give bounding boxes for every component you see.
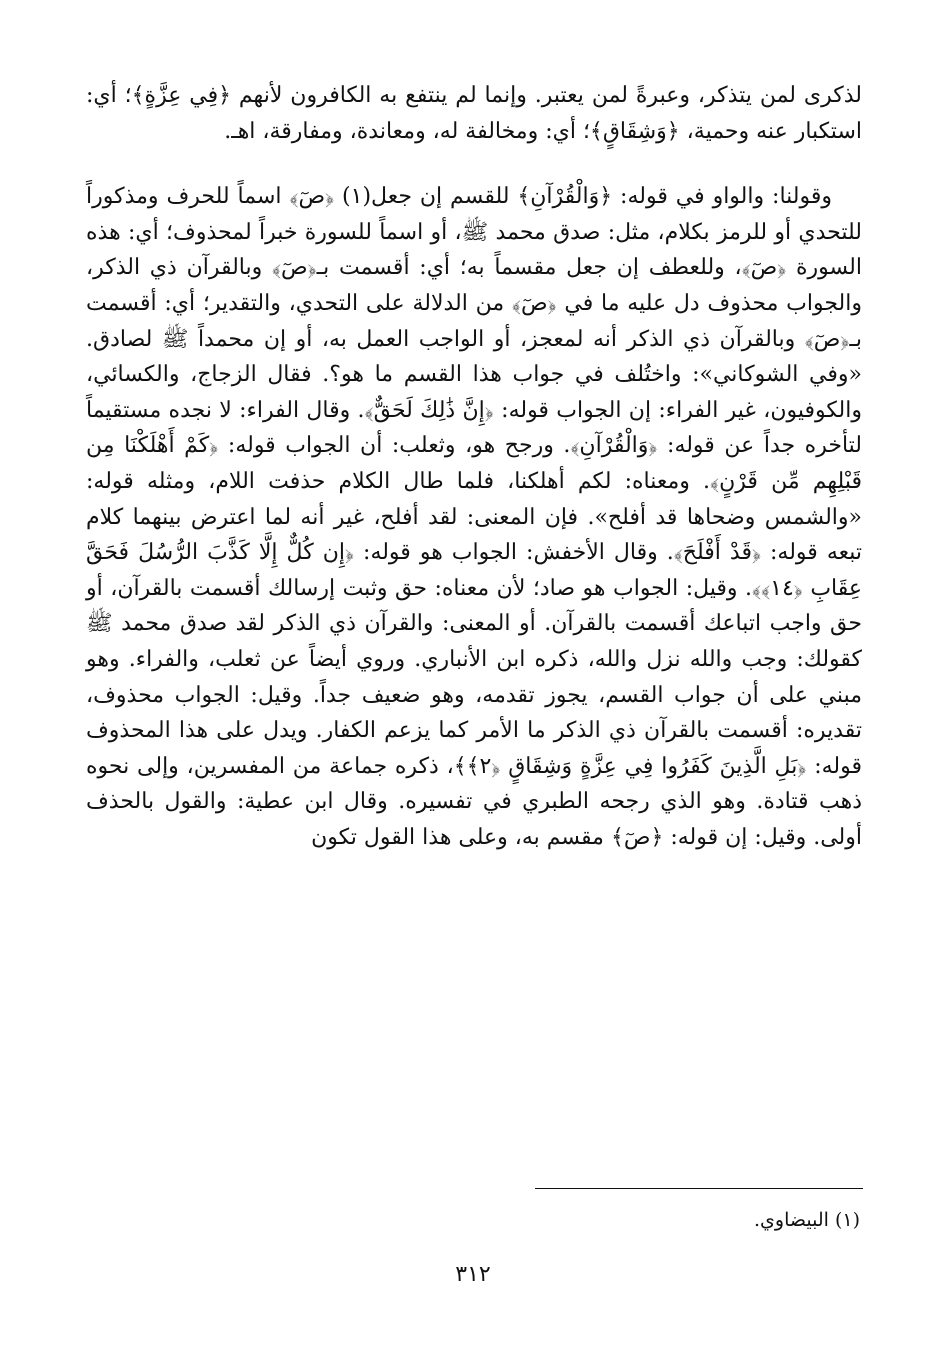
paragraph-2: وقولنا: والواو في قوله: ﴿وَالْقُرْآنِ﴾ للقسم إن جعل(١) ﴿صٓ﴾ اسماً للحرف ومذكوراً للتحدي أو للرمز بكلام، مثل: صدق محمد ﷺ، أو اسماً للسورة خبراً لمحذوف؛ أي: هذه السورة ﴿صٓ﴾، وللعطف إن جعل مقسماً به؛ أي: أقسمت بـ﴿صٓ﴾ وبالقرآن ذي الذكر، والجواب محذوف دل عليه ما في ﴿صٓ﴾ من الدلالة على التحدي، والتقدير؛ أي: أقسمت بـ﴿صٓ﴾ وبالقرآن ذي الذكر أنه لمعجز، أو الواجب العمل به، أو إن محمداً ﷺ لصادق. «وفي الشوكاني»: واختُلف في جواب هذا القسم ما هو؟. فقال الزجاج، والكسائي، والكوفيون، غير الفراء: إن الجواب قوله: ﴿إِنَّ ذَٰلِكَ لَحَقٌّ﴾. وقال الفراء: لا نجده مستقيماً لتأخره جداً عن قوله: ﴿وَالْقُرْآنِ﴾. ورجح هو، وثعلب: أن الجواب قوله: ﴿كَمْ أَهْلَكْنَا مِن قَبْلِهِم مِّن قَرْنٍ﴾. ومعناه: لكم أهلكنا، فلما طال الكلام حذفت اللام، ومثله قوله: «والشمس وضحاها قد أفلح». فإن المعنى: لقد أفلح، غير أنه لما اعترض بينهما كلام تبعه قوله: ﴿قَدْ أَفْلَحَ﴾. وقال الأخفش: الجواب هو قوله: ﴿إِن كُلٌّ إِلَّا كَذَّبَ الرُّسُلَ فَحَقَّ عِقَابِ ﴿١٤﴾﴾. وقيل: الجواب هو صاد؛ لأن معناه: حق وثبت إرسالك أقسمت بالقرآن، أو حق واجب اتباعك أقسمت بالقرآن. أو المعنى: والقرآن ذي الذكر لقد صدق محمد ﷺ كقولك: وجب والله نزل والله، ذكره ابن الأنباري. وروي أيضاً عن ثعلب، والفراء. وهو مبني على أن جواب القسم، يجوز تقدمه، وهو ضعيف جداً. وقيل: الجواب محذوف، تقديره: أقسمت بالقرآن ذي الذكر ما الأمر كما يزعم الكفار. ويدل على هذا المحذوف قوله: ﴿بَلِ الَّذِينَ كَفَرُوا فِي عِزَّةٍ وَشِقَاقٍ ﴿٢﴾﴾، ذكره جماعة من المفسرين، وإلى نحوه ذهب قتادة. وهو الذي رجحه الطبري في تفسيره. وقال ابن عطية: والقول بالحذف أولى. وقيل: إن قوله: ﴿صٓ﴾ مقسم به، وعلى هذا القول تكون xyxy=(86,184,862,850)
page-number: ٣١٢ xyxy=(455,1262,491,1287)
footnote-separator xyxy=(535,1188,863,1189)
paragraph-1: لذكرى لمن يتذكر، وعبرةً لمن يعتبر. وإنما لم ينتفع به الكافرون لأنهم ﴿فِي عِزَّةٍ﴾؛ أي: استكبار عنه وحمية، ﴿وَشِقَاقٍ﴾؛ أي: ومخالفة له، ومعاندة، ومفارقة، اهـ. xyxy=(86,83,862,144)
main-text xyxy=(86,78,862,855)
footnote: (١) البيضاوي. xyxy=(754,1209,860,1231)
